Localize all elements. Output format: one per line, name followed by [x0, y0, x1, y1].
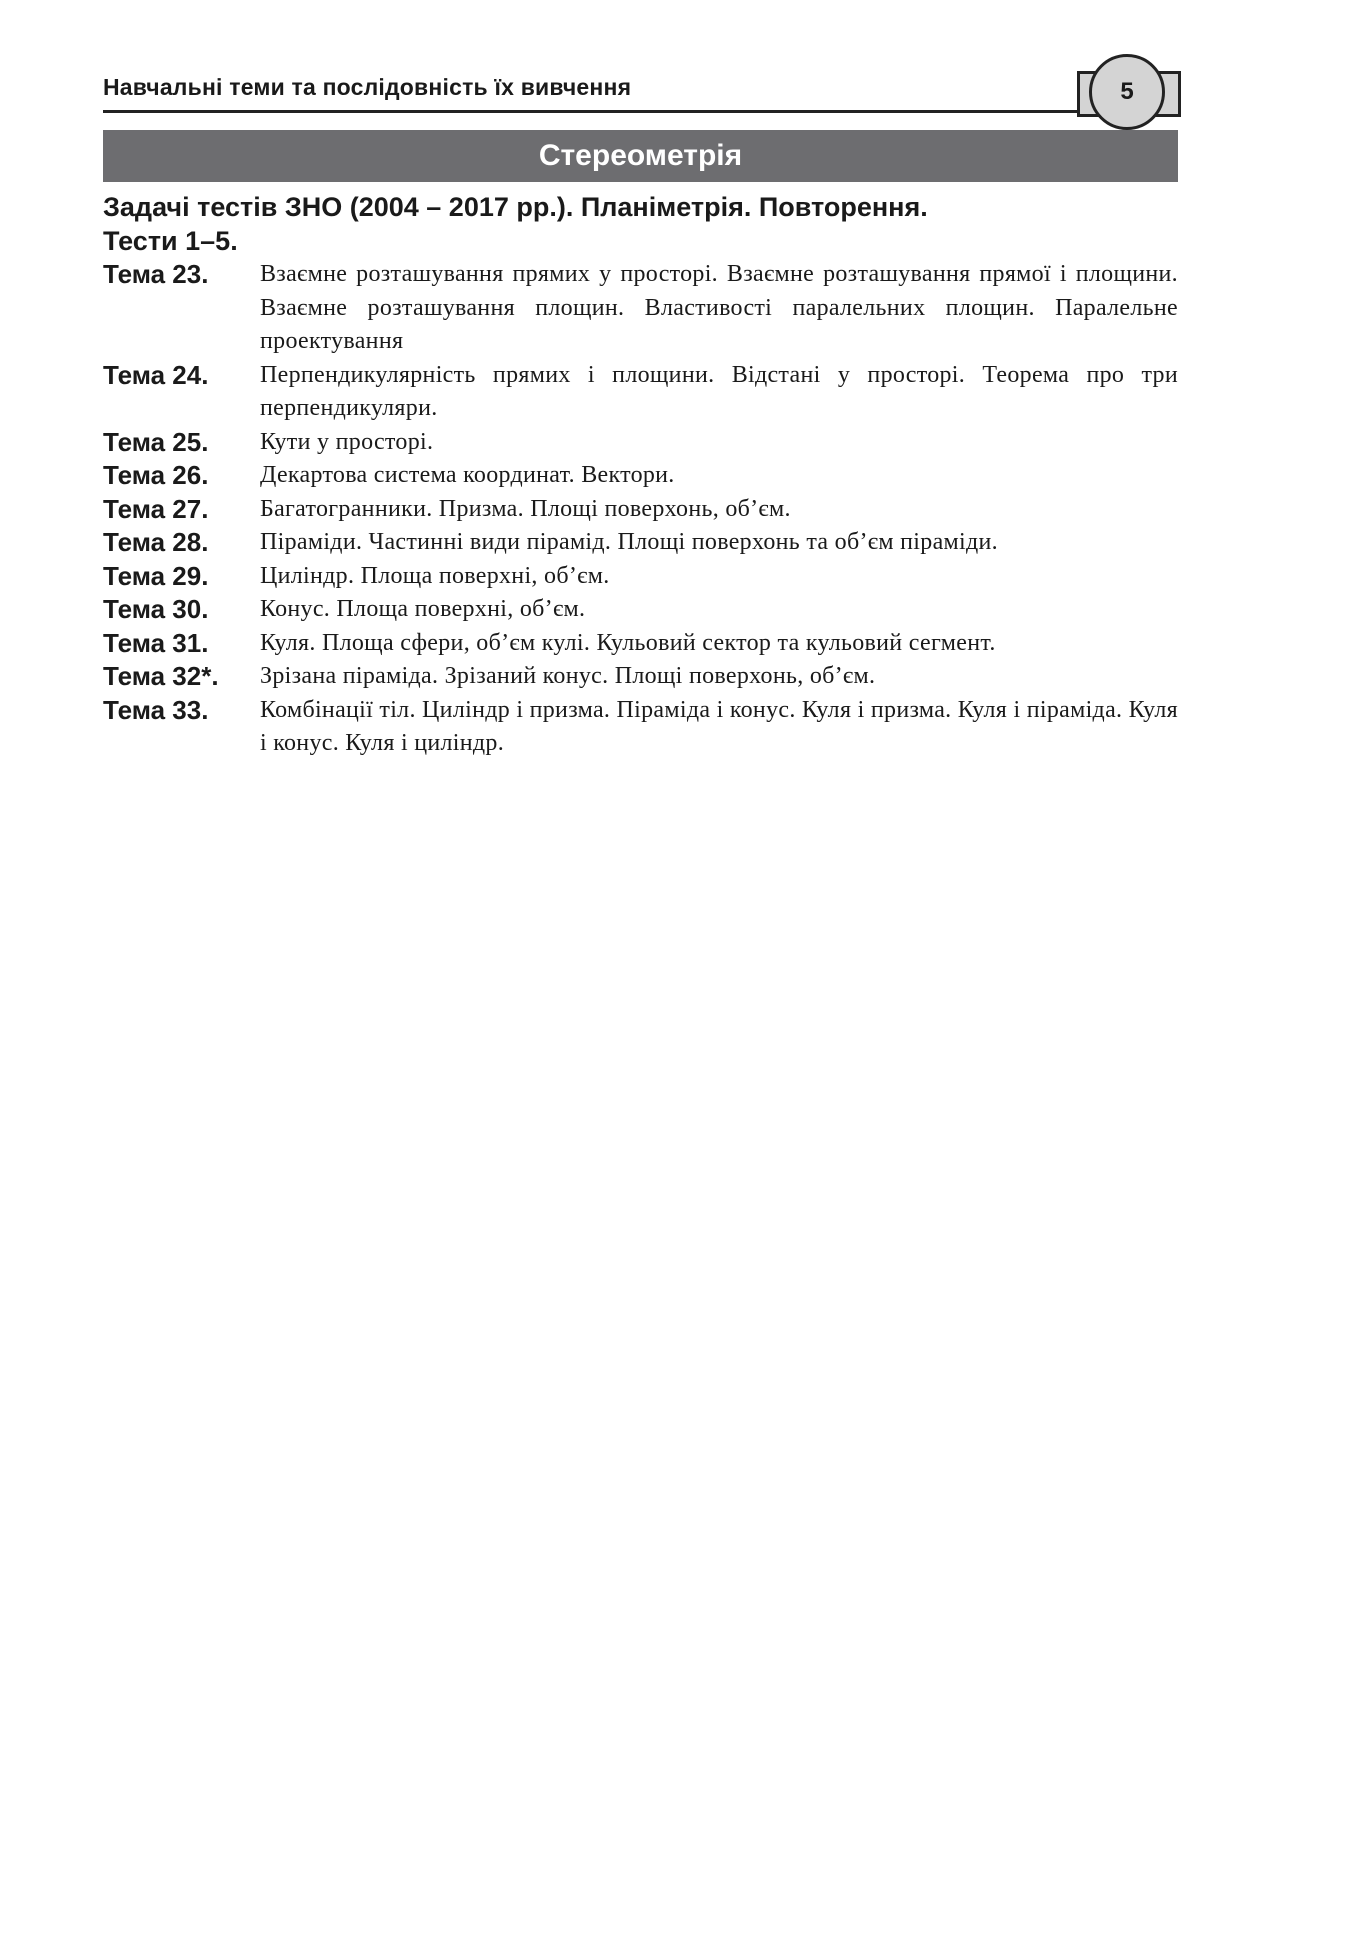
topic-label: Тема 26. — [103, 460, 209, 490]
topic-label: Тема 33. — [103, 694, 209, 725]
topic-list — [103, 258, 1178, 761]
topic-label: Тема 31. — [103, 627, 209, 658]
topic-label: Тема 24. — [103, 359, 209, 390]
topic-item — [103, 627, 1178, 661]
topic-label: Тема 29. — [103, 560, 209, 591]
topic-label: Тема 25. — [103, 426, 209, 457]
topic-text: Кути у просторі. — [260, 428, 434, 455]
topic-text: Декартова система координат. Вектори. — [260, 462, 675, 488]
topic-text: Перпендикулярність прямих і площини. Відстані у просторі. Теорема про три перпендикуляри. — [260, 361, 1178, 421]
subtitle-line-2: Тести 1–5. — [103, 226, 238, 256]
topic-item — [103, 493, 1178, 527]
topic-item — [103, 459, 1178, 493]
topic-label: Тема 28. — [103, 527, 209, 557]
topic-text: Куля. Площа сфери, об’єм кулі. Кульовий сектор та кульовий сегмент. — [260, 629, 996, 656]
topic-text: Піраміди. Частинні види пірамід. Площі поверхонь та об’єм піраміди. — [260, 529, 998, 555]
topic-item — [103, 694, 1178, 761]
topic-item — [103, 593, 1178, 627]
section-title: Стереометрія — [103, 130, 1178, 182]
topic-item — [103, 560, 1178, 594]
topic-label: Тема 23. — [103, 259, 209, 289]
topic-item — [103, 426, 1178, 460]
topic-label: Тема 30. — [103, 594, 209, 624]
subtitle — [103, 190, 1203, 258]
topic-label: Тема 32*. — [103, 661, 219, 691]
topic-label: Тема 27. — [103, 493, 209, 524]
topic-text: Циліндр. Площа поверхні, об’єм. — [260, 562, 610, 589]
topic-text: Взаємне розташування прямих у просторі. Взаємне розташування прямої і площини. Взаємне розташування площин. Властивості паралельних площин. Паралельне проектування — [260, 261, 1178, 354]
page-number: 5 — [1089, 54, 1165, 130]
running-header: Навчальні теми та послідовність їх вивчення — [103, 74, 632, 100]
subtitle-line-1: Задачі тестів ЗНО (2004 – 2017 рр.). Планіметрія. Повторення. — [103, 192, 928, 222]
topic-text: Зрізана піраміда. Зрізаний конус. Площі поверхонь, об’єм. — [260, 663, 876, 689]
topic-item — [103, 660, 1178, 694]
topic-item — [103, 258, 1178, 359]
header-rule — [103, 110, 1178, 113]
topic-text: Комбінації тіл. Циліндр і призма. Піраміда і конус. Куля і призма. Куля і піраміда. Куля і конус. Куля і циліндр. — [260, 696, 1178, 756]
topic-item — [103, 359, 1178, 426]
topic-text: Багатогранники. Призма. Площі поверхонь, об’єм. — [260, 495, 791, 522]
topic-text: Конус. Площа поверхні, об’єм. — [260, 596, 586, 622]
topic-item — [103, 526, 1178, 560]
